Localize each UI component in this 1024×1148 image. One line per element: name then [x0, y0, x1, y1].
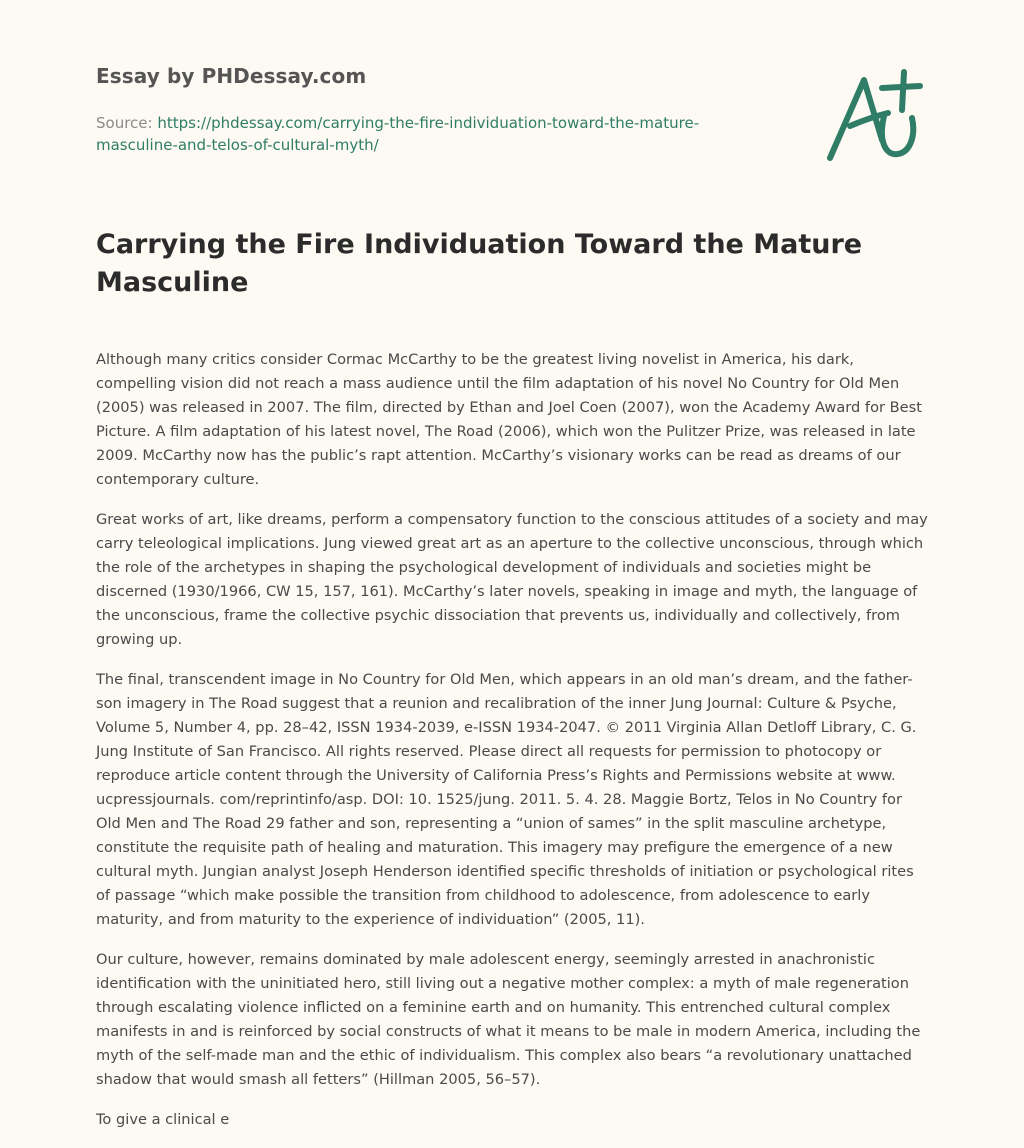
- source-link-line1: https://phdessay.com/carrying-the-fire-individuation-toward-the-mature-: [157, 114, 700, 132]
- essay-paragraph: The final, transcendent image in No Country for Old Men, which appears in an old man’s dream, and the father-son imagery in The Road suggest that a reunion and recalibration of the inner Jung Journal: Culture & Psyche, Volume 5, Number 4, pp. 28–42, ISSN 1934-2039, e-ISSN 1934-2047. © 2011 Virginia Allan Detloff Library, C. G. Jung Institute of San Francisco. All rights reserved. Please direct all requests for permission to photocopy or reproduce article content through the University of California Press’s Rights and Permissions website at www. ucpressjournals. com/reprintinfo/asp. DOI: 10. 1525/jung. 2011. 5. 4. 28. Maggie Bortz, Telos in No Country for Old Men and The Road 29 father and son, representing a “union of sames” in the split masculine archetype, constitute the requisite path of healing and maturation. This imagery may prefigure the emergence of a new cultural myth. Jungian analyst Joseph Henderson identified specific thresholds of initiation or psychological rites of passage “which make possible the transition from childhood to adolescence, from adolescence to early maturity, and from maturity to the experience of individuation” (2005, 11).: [96, 671, 917, 928]
- essay-paragraph-truncated: To give a clinical e: [96, 1111, 230, 1128]
- site-title: Essay by PHDessay.com: [96, 64, 367, 88]
- essay-paragraph: Although many critics consider Cormac McCarthy to be the greatest living novelist in America, his dark, compelling vision did not reach a mass audience until the film adaptation of his novel No Country for Old Men (2005) was released in 2007. The film, directed by Ethan and Joel Coen (2007), won the Academy Award for Best Picture. A film adaptation of his latest novel, The Road (2006), which won the Pulitzer Prize, was released in late 2009. McCarthy now has the public’s rapt attention. McCarthy’s visionary works can be read as dreams of our contemporary culture.: [96, 351, 922, 488]
- essay-title: Carrying the Fire Individuation Toward the Mature Masculine: [96, 229, 863, 298]
- essay-paragraph: Great works of art, like dreams, perform a compensatory function to the conscious attitudes of a society and may carry teleological implications. Jung viewed great art as an aperture to the collective unconscious, through which the role of the archetypes in shaping the psychological development of individuals and societies might be discerned (1930/1966, CW 15, 157, 161). McCarthy’s later novels, speaking in image and myth, the language of the unconscious, frame the collective psychic dissociation that prevents us, individually and collectively, from growing up.: [96, 511, 928, 648]
- essay-body: [96, 348, 930, 1148]
- source-link-line2: masculine-and-telos-of-cultural-myth/: [96, 136, 379, 154]
- source-line: [96, 112, 736, 156]
- source-link[interactable]: [96, 114, 699, 154]
- source-label: Source:: [96, 114, 153, 132]
- a-plus-grade-icon: [824, 66, 928, 166]
- essay-paragraph: Our culture, however, remains dominated by male adolescent energy, seemingly arrested in anachronistic identification with the uninitiated hero, still living out a negative mother complex: a myth of male regeneration through escalating violence inflicted on a feminine earth and on humanity. This entrenched cultural complex manifests in and is reinforced by social constructs of what it means to be male in modern America, including the myth of the self-made man and the ethic of individualism. This complex also bears “a revolutionary unattached shadow that would smash all fetters” (Hillman 2005, 56–57).: [96, 951, 921, 1088]
